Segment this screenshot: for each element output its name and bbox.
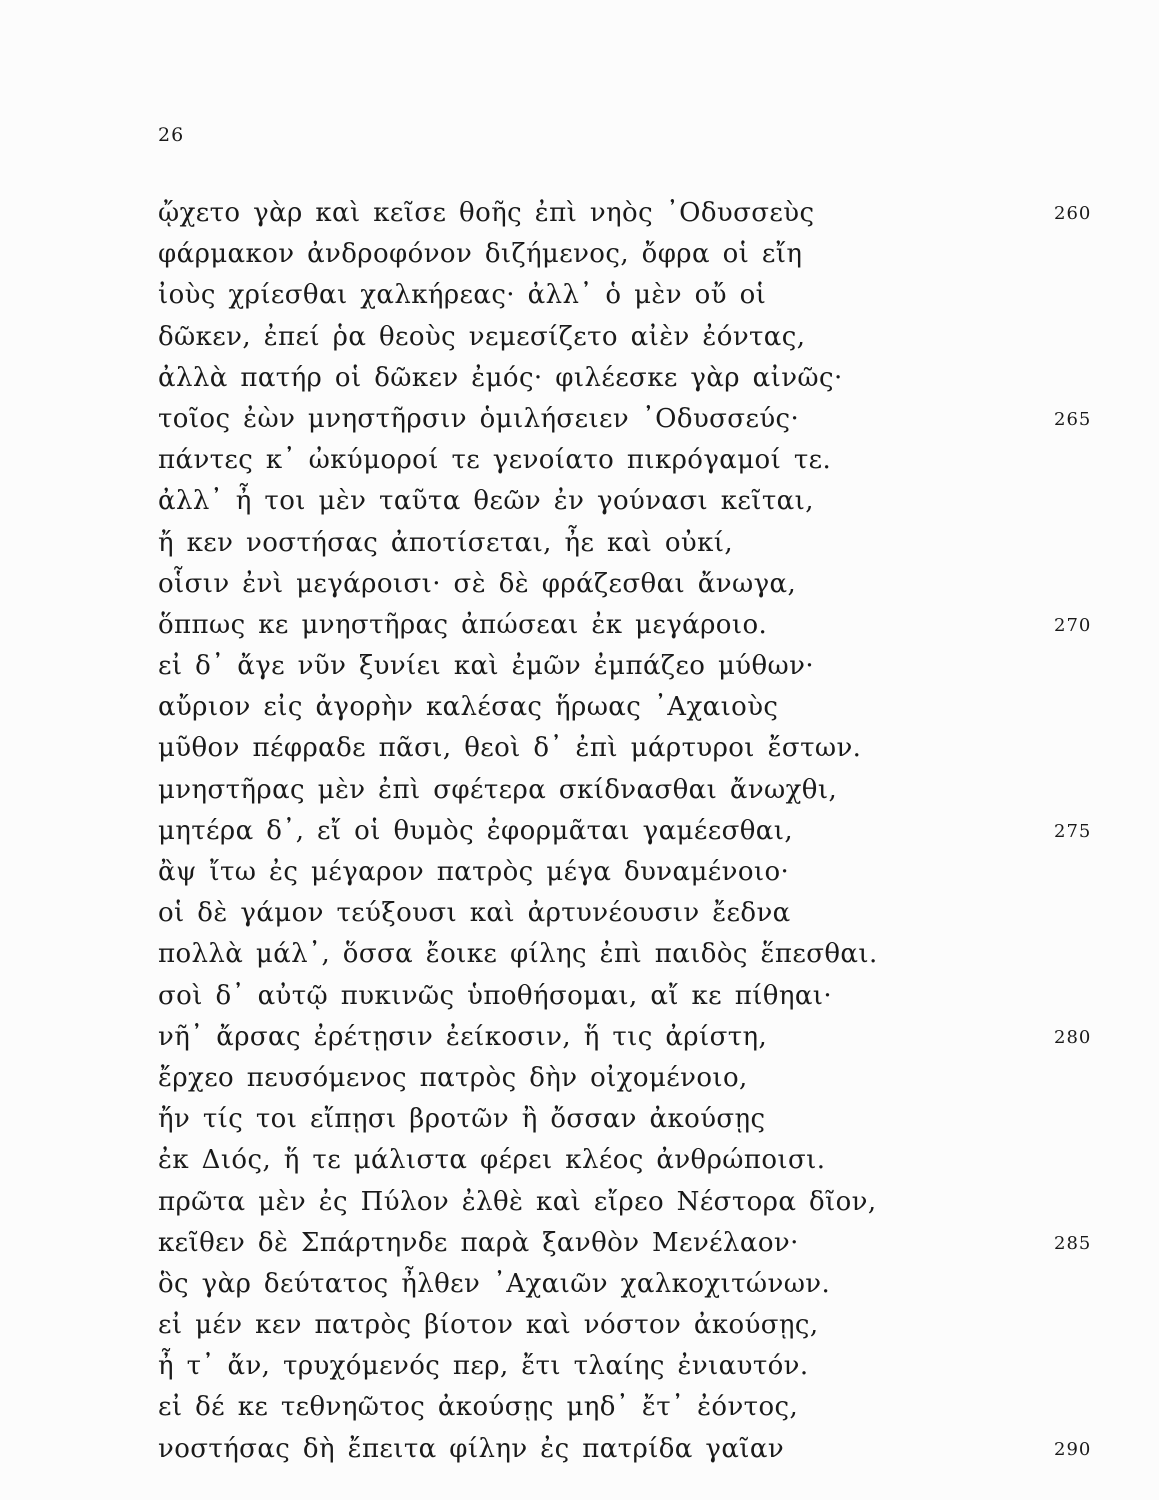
verse-text: κεῖθεν δὲ Σπάρτηνδε παρὰ ξανθὸν Μενέλαον· [158,1227,799,1258]
verse-line [158,605,1108,646]
verse-text: πολλὰ μάλ᾿, ὅσσα ἔοικε φίλης ἐπὶ παιδὸς ἕπεσθαι. [158,939,878,970]
verse-line [158,234,1108,275]
verse-text: ὃς γὰρ δεύτατος ἦλθεν ᾿Αχαιῶν χαλκοχιτώνων. [158,1268,831,1299]
verse-number: 260 [1054,203,1092,224]
verse-line [158,687,1108,728]
verse-number: 285 [1054,1232,1092,1254]
verse-text: πρῶτα μὲν ἐς Πύλον ἐλθὲ καὶ εἴρεο Νέστορα δῖον, [158,1186,877,1217]
verse-line [158,1346,1108,1387]
verse-text: ἀλλ᾿ ἦ τοι μὲν ταῦτα θεῶν ἐν γούνασι κεῖται, [158,486,814,517]
verse-number: 265 [1054,408,1092,430]
verse-text: εἰ μέν κεν πατρὸς βίοτον καὶ νόστον ἀκούσῃς, [158,1310,819,1341]
verse-line [158,1058,1108,1099]
verse-line [158,317,1108,358]
verse-text: δῶκεν, ἐπεί ῥα θεοὺς νεμεσίζετο αἰὲν ἐόντας, [158,321,806,352]
verse-line [158,1429,1108,1470]
verse-number: 270 [1054,614,1092,636]
verse-line [158,852,1108,893]
verse-line [158,193,1108,234]
verse-line [158,481,1108,522]
verse-text: ἀλλὰ πατήρ οἱ δῶκεν ἐμός· φιλέεσκε γὰρ αἰνῶς· [158,362,843,393]
verse-line [158,1387,1108,1428]
verse-text: νῆ᾿ ἄρσας ἐρέτῃσιν ἐείκοσιν, ἥ τις ἀρίστη, [158,1021,768,1052]
verse-text: ἰοὺς χρίεσθαι χαλκήρεας· ἀλλ᾿ ὁ μὲν οὔ οἱ [158,280,767,311]
verse-number: 290 [1054,1438,1092,1460]
verse-line [158,728,1108,769]
verse-line [158,893,1108,934]
verse-line [158,523,1108,564]
verse-line [158,646,1108,687]
verse-line [158,1182,1108,1223]
verse-list [158,193,1108,1470]
verse-text: ἔρχεο πευσόμενος πατρὸς δὴν οἰχομένοιο, [158,1062,748,1093]
verse-line [158,358,1108,399]
page-number: 26 [158,124,185,146]
verse-text: ὅππως κε μνηστῆρας ἀπώσεαι ἐκ μεγάροιο. [158,609,768,640]
verse-line [158,1140,1108,1181]
verse-text: νοστήσας δὴ ἔπειτα φίλην ἐς πατρίδα γαῖαν [158,1433,785,1464]
verse-line [158,934,1108,975]
verse-line [158,1223,1108,1264]
verse-text: ἂψ ἴτω ἐς μέγαρον πατρὸς μέγα δυναμένοιο· [158,857,790,887]
verse-text: ἦ τ᾿ ἄν, τρυχόμενός περ, ἔτι τλαίης ἐνιαυτόν. [158,1351,809,1382]
verse-text: πάντες κ᾿ ὠκύμοροί τε γενοίατο πικρόγαμοί τε. [158,445,832,476]
verse-line [158,399,1108,440]
verse-text: αὔριον εἰς ἀγορὴν καλέσας ἥρωας ᾿Αχαιοὺς [158,692,779,723]
verse-text: μνηστῆρας μὲν ἐπὶ σφέτερα σκίδνασθαι ἄνωχθι, [158,774,838,805]
verse-line [158,1305,1108,1346]
verse-text: εἰ δέ κε τεθνηῶτος ἀκούσῃς μηδ᾿ ἔτ᾿ ἐόντος, [158,1392,799,1423]
verse-line [158,976,1108,1017]
verse-line [158,770,1108,811]
verse-line [158,275,1108,316]
verse-number: 275 [1054,820,1092,842]
verse-text: ἤ κεν νοστήσας ἀποτίσεται, ἦε καὶ οὐκί, [158,527,734,558]
verse-line [158,1099,1108,1140]
verse-line [158,1264,1108,1305]
verse-text: φάρμακον ἀνδροφόνον διζήμενος, ὄφρα οἱ εἴη [158,239,803,270]
verse-line [158,564,1108,605]
verse-text: ἐκ Διός, ἥ τε μάλιστα φέρει κλέος ἀνθρώποισι. [158,1145,826,1176]
verse-line [158,811,1108,852]
verse-number: 280 [1054,1026,1092,1048]
verse-text: μητέρα δ᾿, εἴ οἱ θυμὸς ἐφορμᾶται γαμέεσθαι, [158,815,793,846]
verse-line [158,440,1108,481]
verse-text: μῦθον πέφραδε πᾶσι, θεοὶ δ᾿ ἐπὶ μάρτυροι ἔστων. [158,733,862,764]
verse-text: ἤν τίς τοι εἴπῃσι βροτῶν ἢ ὄσσαν ἀκούσῃς [158,1104,766,1135]
verse-text: οἷσιν ἐνὶ μεγάροισι· σὲ δὲ φράζεσθαι ἄνωγα, [158,568,797,599]
verse-text: οἱ δὲ γάμον τεύξουσι καὶ ἀρτυνέουσιν ἔεδνα [158,898,791,929]
verse-text: σοὶ δ᾿ αὐτῷ πυκινῶς ὑποθήσομαι, αἴ κε πίθηαι· [158,980,833,1011]
verse-text: ᾤχετο γὰρ καὶ κεῖσε θοῆς ἐπὶ νηὸς ᾿Οδυσσεὺς [158,198,815,228]
verse-text: τοῖος ἐὼν μνηστῆρσιν ὁμιλήσειεν ᾿Οδυσσεύς· [158,403,800,434]
verse-text: εἰ δ᾿ ἄγε νῦν ξυνίει καὶ ἐμῶν ἐμπάζεο μύθων· [158,651,815,682]
verse-line [158,1017,1108,1058]
